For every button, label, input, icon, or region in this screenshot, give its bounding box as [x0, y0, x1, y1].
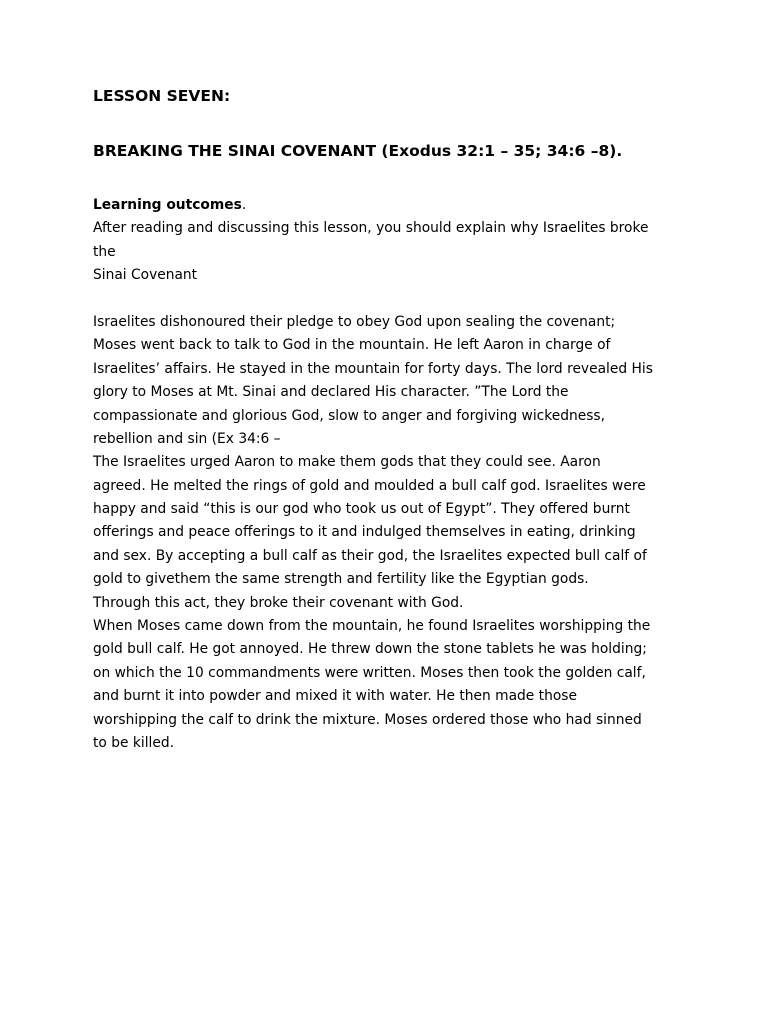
text-line: happy and said “this is our god who took us out of Egypt”. They offered burnt — [93, 501, 630, 518]
learning-outcomes-text — [93, 217, 683, 287]
text-line: Moses went back to talk to God in the mountain. He left Aaron in charge of — [93, 337, 611, 354]
text-line: After reading and discussing this lesson, you should explain why Israelites broke — [93, 220, 649, 237]
topic-title: BREAKING THE SINAI COVENANT (Exodus 32:1 – 35; 34:6 –8). — [93, 142, 623, 160]
lesson-body-text — [93, 311, 683, 755]
text-line: to be killed. — [93, 734, 174, 751]
text-line: Through this act, they broke their covenant with God. — [93, 594, 464, 611]
text-line: and sex. By accepting a bull calf as their god, the Israelites expected bull calf of — [93, 547, 647, 564]
text-line: worshipping the calf to drink the mixture. Moses ordered those who had sinned — [93, 711, 642, 728]
text-line: Israelites dishonoured their pledge to obey God upon sealing the covenant; — [93, 313, 616, 330]
learning-outcomes-punct: . — [241, 197, 247, 213]
text-line: gold bull calf. He got annoyed. He threw down the stone tablets he was holding; — [93, 641, 647, 658]
text-line: rebellion and sin (Ex 34:6 – — [93, 430, 281, 447]
text-line: The Israelites urged Aaron to make them gods that they could see. Aaron — [93, 454, 601, 471]
text-line: the — [93, 243, 116, 260]
text-line: Israelites’ affairs. He stayed in the mountain for forty days. The lord revealed His — [93, 360, 653, 377]
text-line: When Moses came down from the mountain, he found Israelites worshipping the — [93, 618, 651, 635]
text-line: compassionate and glorious God, slow to anger and forgiving wickedness, — [93, 407, 605, 424]
text-line: offerings and peace offerings to it and indulged themselves in eating, drinking — [93, 524, 636, 541]
lesson-title: LESSON SEVEN: — [93, 87, 231, 105]
document-body — [93, 194, 683, 755]
paragraph-gap — [93, 288, 683, 311]
text-line: and burnt it into powder and mixed it with water. He then made those — [93, 688, 577, 705]
text-line: Sinai Covenant — [93, 267, 198, 284]
text-line: glory to Moses at Mt. Sinai and declared His character. ”The Lord the — [93, 384, 569, 401]
learning-outcomes-label: Learning outcomes — [93, 197, 242, 213]
text-line: agreed. He melted the rings of gold and moulded a bull calf god. Israelites were — [93, 477, 646, 494]
text-line: on which the 10 commandments were written. Moses then took the golden calf, — [93, 664, 646, 681]
learning-outcomes-heading — [93, 194, 683, 217]
text-line: gold to givethem the same strength and fertility like the Egyptian gods. — [93, 571, 589, 588]
